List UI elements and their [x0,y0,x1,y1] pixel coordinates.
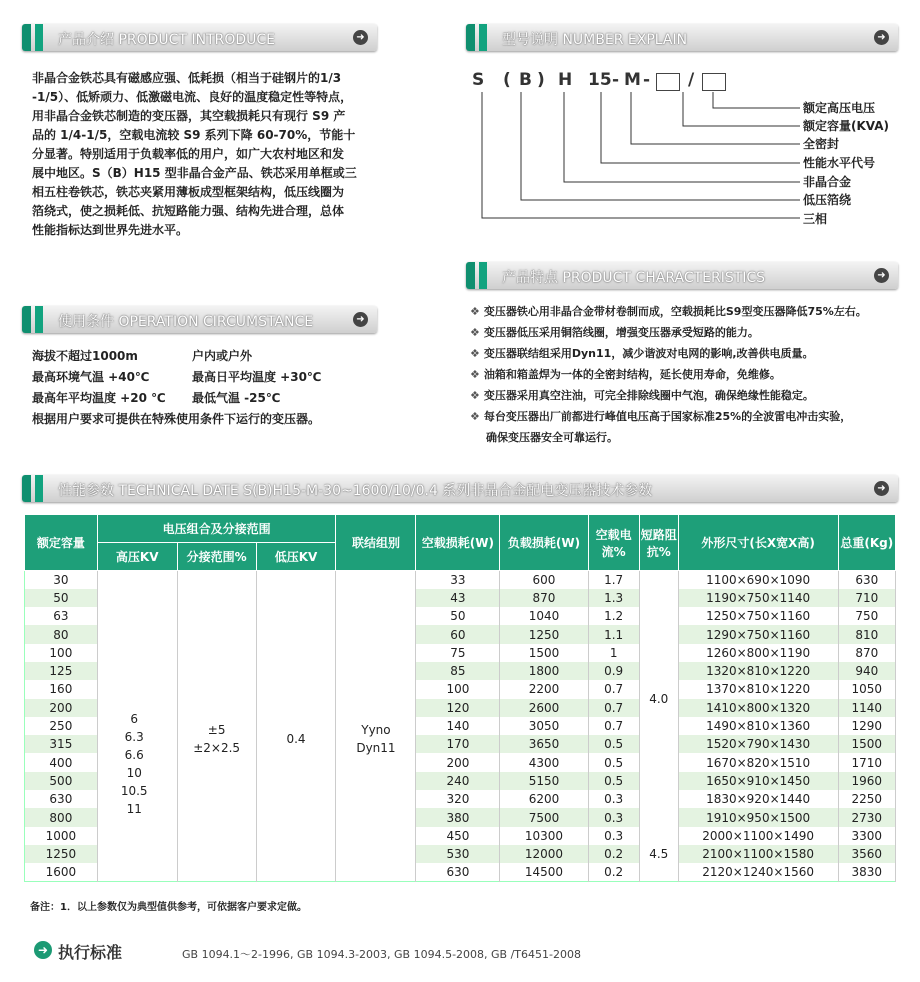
number-header [466,24,898,51]
cell-noload: 320 [416,790,500,808]
cell-current: 0.9 [588,662,639,680]
cell-capacity: 80 [25,625,98,643]
cell-load: 6200 [500,790,588,808]
cell-current: 0.2 [588,845,639,863]
intro-line: -1/5）、低矫顽力、低激磁电流、良好的温度稳定性等特点， [32,90,353,104]
th-dims: 外形尺寸(长X宽X高) [678,515,838,571]
intro-text [32,69,384,240]
cell-dims: 2100×1100×1580 [678,845,838,863]
cell-noload: 43 [416,589,500,607]
cell-dims: 2120×1240×1560 [678,863,838,881]
characteristics-header [466,262,898,289]
cell-load: 7500 [500,808,588,826]
characteristics-title: 产品特点 PRODUCT CHARACTERISTICS [502,270,766,286]
cell-capacity: 1250 [25,845,98,863]
intro-line: 展中地区。S（B）H15 型非晶合金产品、铁芯采用单框或三 [32,166,357,180]
cell-load: 5150 [500,772,588,790]
intro-header [22,24,377,51]
cell-dims: 1260×800×1190 [678,644,838,662]
intro-line: 性能指标达到世界先进水平。 [32,223,189,237]
cell-weight: 1960 [838,772,895,790]
cell-noload: 60 [416,625,500,643]
cell-weight: 1500 [838,735,895,753]
intro-line: 相五柱卷铁芯，铁芯夹紧用薄板成型框架结构，低压线圈为 [32,185,345,199]
cell-current: 0.5 [588,753,639,771]
cell-weight: 750 [838,607,895,625]
th-current: 空载电流% [588,515,639,571]
cell-dims: 1290×750×1160 [678,625,838,643]
cell-dims: 1100×690×1090 [678,571,838,589]
cell-noload: 530 [416,845,500,863]
cell-dims: 1370×810×1220 [678,680,838,698]
technical-title: 性能参数 TECHNICAL DATE S(B)H15-M-30~1600/10/0.4 系列非晶合金配电变压器技术参数 [58,483,653,499]
intro-title: 产品介绍 PRODUCT INTRODUCE [58,32,275,48]
th-noload: 空载损耗(W) [416,515,500,571]
cell-capacity: 315 [25,735,98,753]
cell-current: 0.7 [588,717,639,735]
technical-table [24,514,896,882]
standard-value: GB 1094.1～2-1996, GB 1094.3-2003, GB 1094.5-2008, GB /T6451-2008 [182,948,581,961]
cell-impedance: 4.5 [639,827,678,882]
cell-capacity: 400 [25,753,98,771]
code-label: 额定高压电压 [803,101,876,115]
cell-weight: 2250 [838,790,895,808]
cell-impedance: 4.0 [639,571,678,827]
cell-capacity: 63 [25,607,98,625]
cell-weight: 630 [838,571,895,589]
cell-tap: ±5 ±2×2.5 [177,571,256,882]
arrow-right-icon: ➜ [34,941,52,959]
cell-current: 1.7 [588,571,639,589]
feature-item: ❖ 每台变压器出厂前都进行峰值电压高于国家标准25%的全波雷电冲击实验， [470,410,852,423]
code-label: 性能水平代号 [803,156,876,170]
cell-dims: 2000×1100×1490 [678,827,838,845]
model-code-leader-lines [470,92,810,232]
cell-weight: 870 [838,644,895,662]
remark: 备注：1．以上参数仅为典型值供参考，可依据客户要求定做。 [30,902,307,913]
cell-dims: 1830×920×1440 [678,790,838,808]
feature-item: ❖ 油箱和箱盖焊为一体的全密封结构，延长使用寿命，免维修。 [470,368,781,381]
cell-noload: 85 [416,662,500,680]
cell-dims: 1410×800×1320 [678,699,838,717]
cell-load: 4300 [500,753,588,771]
th-impedance: 短路阻抗% [639,515,678,571]
th-weight: 总重(Kg) [838,515,895,571]
cell-current: 0.3 [588,827,639,845]
intro-line: 品的 1/4-1/5，空载电流较 S9 系列下降 60-70%，节能十 [32,128,356,142]
cell-noload: 170 [416,735,500,753]
cell-current: 1.1 [588,625,639,643]
cell-current: 0.7 [588,699,639,717]
table-row [25,571,896,589]
cell-weight: 3560 [838,845,895,863]
cell-load: 3050 [500,717,588,735]
th-load: 负载损耗(W) [500,515,588,571]
cell-capacity: 630 [25,790,98,808]
cell-weight: 710 [838,589,895,607]
th-capacity: 额定容量 [25,515,98,571]
arrow-right-icon[interactable]: ➜ [353,30,368,45]
cell-noload: 140 [416,717,500,735]
number-title: 型号说明 NUMBER EXPLAIN [502,32,688,48]
cell-load: 870 [500,589,588,607]
feature-item: ❖ 变压器采用真空注油，可完全排除线圈中气泡，确保绝缘性能稳定。 [470,389,814,402]
cell-noload: 50 [416,607,500,625]
cell-load: 1250 [500,625,588,643]
cell-weight: 1710 [838,753,895,771]
cell-capacity: 200 [25,699,98,717]
cell-load: 1800 [500,662,588,680]
intro-line: 用非晶合金铁芯制造的变压器，其空载损耗只有现行 S9 产 [32,109,346,123]
cell-current: 0.5 [588,772,639,790]
cell-current: 0.3 [588,790,639,808]
cell-noload: 100 [416,680,500,698]
feature-item: ❖ 变压器铁心用非晶合金带材卷制而成，空载损耗比S9型变压器降低75%左右。 [470,305,867,318]
code-label: 非晶合金 [803,175,852,189]
cell-current: 1.2 [588,607,639,625]
feature-item: ❖ 变压器低压采用铜箔线圈，增强变压器承受短路的能力。 [470,326,759,339]
th-voltage-group: 电压组合及分接范围 [97,515,336,543]
cell-dims: 1490×810×1360 [678,717,838,735]
cell-noload: 630 [416,863,500,881]
cell-dims: 1910×950×1500 [678,808,838,826]
cell-capacity: 50 [25,589,98,607]
cell-load: 600 [500,571,588,589]
cell-lv: 0.4 [256,571,336,882]
th-hv: 高压KV [97,543,177,571]
cell-load: 2600 [500,699,588,717]
cell-capacity: 160 [25,680,98,698]
arrow-right-icon[interactable]: ➜ [874,481,889,496]
intro-line: 非晶合金铁芯具有磁感应强、低耗损（相当于硅钢片的1/3 [32,71,342,85]
cell-weight: 1140 [838,699,895,717]
intro-line: 分显著。特别适用于负载率低的用户，如广大农村地区和发 [32,147,345,161]
cell-load: 12000 [500,845,588,863]
cell-weight: 810 [838,625,895,643]
cell-noload: 380 [416,808,500,826]
arrow-right-icon[interactable]: ➜ [874,30,889,45]
feature-item-continued: 确保变压器安全可靠运行。 [486,431,618,444]
intro-line: 箔绕式，使之损耗低、抗短路能力强、结构先进合理，总体 [32,204,345,218]
cell-capacity: 1600 [25,863,98,881]
cell-weight: 2730 [838,808,895,826]
cell-capacity: 250 [25,717,98,735]
cell-noload: 75 [416,644,500,662]
cell-noload: 240 [416,772,500,790]
code-label: 三相 [803,212,828,226]
cell-weight: 1290 [838,717,895,735]
code-label: 额定容量(KVA) [803,119,890,133]
standard-title: 执行标准 [58,943,123,962]
cell-current: 0.2 [588,863,639,881]
cell-current: 1.3 [588,589,639,607]
th-connection: 联结组别 [336,515,416,571]
cell-load: 2200 [500,680,588,698]
cell-capacity: 100 [25,644,98,662]
cell-capacity: 500 [25,772,98,790]
th-lv: 低压KV [256,543,336,571]
cell-weight: 3830 [838,863,895,881]
cell-capacity: 800 [25,808,98,826]
cell-noload: 200 [416,753,500,771]
cell-hv: 6 6.3 6.6 10 10.5 11 [97,571,177,882]
cell-dims: 1650×910×1450 [678,772,838,790]
cell-weight: 1050 [838,680,895,698]
cell-dims: 1520×790×1430 [678,735,838,753]
cell-current: 0.3 [588,808,639,826]
cell-dims: 1670×820×1510 [678,753,838,771]
cell-load: 10300 [500,827,588,845]
cell-load: 3650 [500,735,588,753]
cell-noload: 450 [416,827,500,845]
arrow-right-icon[interactable]: ➜ [353,312,368,327]
th-tap: 分接范围% [177,543,256,571]
cell-current: 0.7 [588,680,639,698]
cell-load: 1500 [500,644,588,662]
cell-dims: 1320×810×1220 [678,662,838,680]
technical-header [22,475,898,502]
code-label: 低压箔绕 [803,193,852,207]
cell-weight: 3300 [838,827,895,845]
cell-noload: 120 [416,699,500,717]
cell-connection: Yyno Dyn11 [336,571,416,882]
cell-current: 1 [588,644,639,662]
cell-capacity: 30 [25,571,98,589]
cell-dims: 1250×750×1160 [678,607,838,625]
arrow-right-icon[interactable]: ➜ [874,268,889,283]
cell-capacity: 1000 [25,827,98,845]
cell-dims: 1190×750×1140 [678,589,838,607]
cell-noload: 33 [416,571,500,589]
cell-weight: 940 [838,662,895,680]
cell-current: 0.5 [588,735,639,753]
cell-load: 1040 [500,607,588,625]
cell-capacity: 125 [25,662,98,680]
operation-header [22,306,377,333]
operation-title: 使用条件 OPERATION CIRCUMSTANCE [58,314,314,330]
cell-load: 14500 [500,863,588,881]
code-label: 全密封 [803,137,840,151]
feature-item: ❖ 变压器联结组采用Dyn11，减少谐波对电网的影响,改善供电质量。 [470,347,814,360]
